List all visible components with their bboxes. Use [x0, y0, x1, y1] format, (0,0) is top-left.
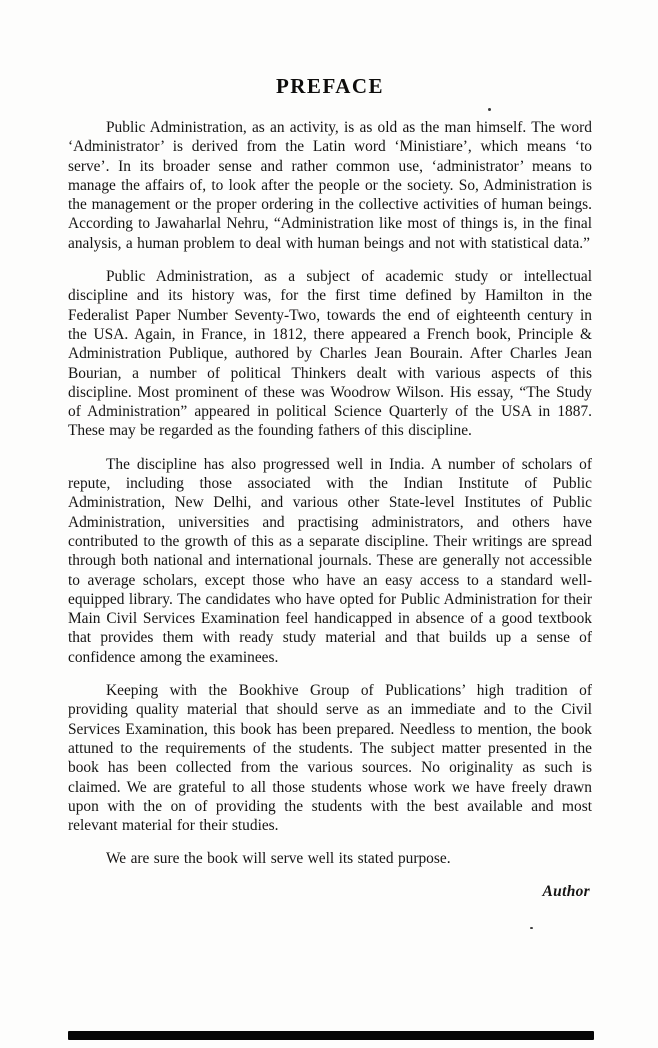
author-signature: Author [542, 882, 590, 900]
paragraph-intro-activity: Public Administration, as an activity, is as old as the man himself. The word ‘Administrator’ is derived from the Latin word ‘Ministiare’, which means ‘to serve’. In its broader sense and rather common use, ‘administrator’ means to manage the affairs of, to look after the people or the society. So, Administration is the management or the proper ordering in the collective activities of human beings. According to Jawaharlal Nehru, “Administration like most of things is, in the final analysis, a human problem to deal with human beings and not with statistical data.” [68, 119, 592, 252]
paragraph-closing: We are sure the book will serve well its stated purpose. [106, 850, 451, 868]
scan-noise-dot [488, 108, 491, 111]
page-title: PREFACE [275, 74, 385, 98]
paragraph-academic-history: Public Administration, as a subject of academic study or intellectual discipline and its history was, for the first time defined by Hamilton in the Federalist Paper Number Seventy-Two, towards the end of eighteenth century in the USA. Again, in France, in 1812, there appeared a French book, Principle & Administration Publique, authored by Charles Jean Bourain. After Charles Jean Bourian, a number of political Thinkers dealt with various aspects of this discipline. Most prominent of these was Woodrow Wilson. His essay, “The Study of Administration” appeared in political Science Quarterly of the USA in 1887. These may be regarded as the founding fathers of this discipline. [68, 268, 592, 440]
paragraph-bookhive-preparation: Keeping with the Bookhive Group of Publications’ high tradition of providing quality material that should serve as an immediate and to the Civil Services Examination, this book has been prepared. Needless to mention, the book attuned to the requirements of the students. The subject matter presented in the book has been collected from the various sources. No originality as such is claimed. We are grateful to all those students whose work we have freely drawn upon with the on of providing the students with the best available and most relevant material for their studies. [68, 682, 592, 835]
scan-noise-dot [530, 927, 533, 929]
scan-artifact-bar [68, 1031, 594, 1040]
paragraph-india-progress: The discipline has also progressed well in India. A number of scholars of repute, including those associated with the Indian Institute of Public Administration, New Delhi, and various other State-level Institutes of Public Administration, universities and practising administrators, and others have contributed to the growth of this as a separate discipline. Their writings are spread through both national and international journals. These are generally not accessible to average scholars, except those who have an easy access to a standard well-equipped library. The candidates who have opted for Public Administration for their Main Civil Services Examination feel handicapped in absence of a good textbook that provides them with ready study material and that builds up a sense of confidence among the examinees. [68, 455, 592, 666]
